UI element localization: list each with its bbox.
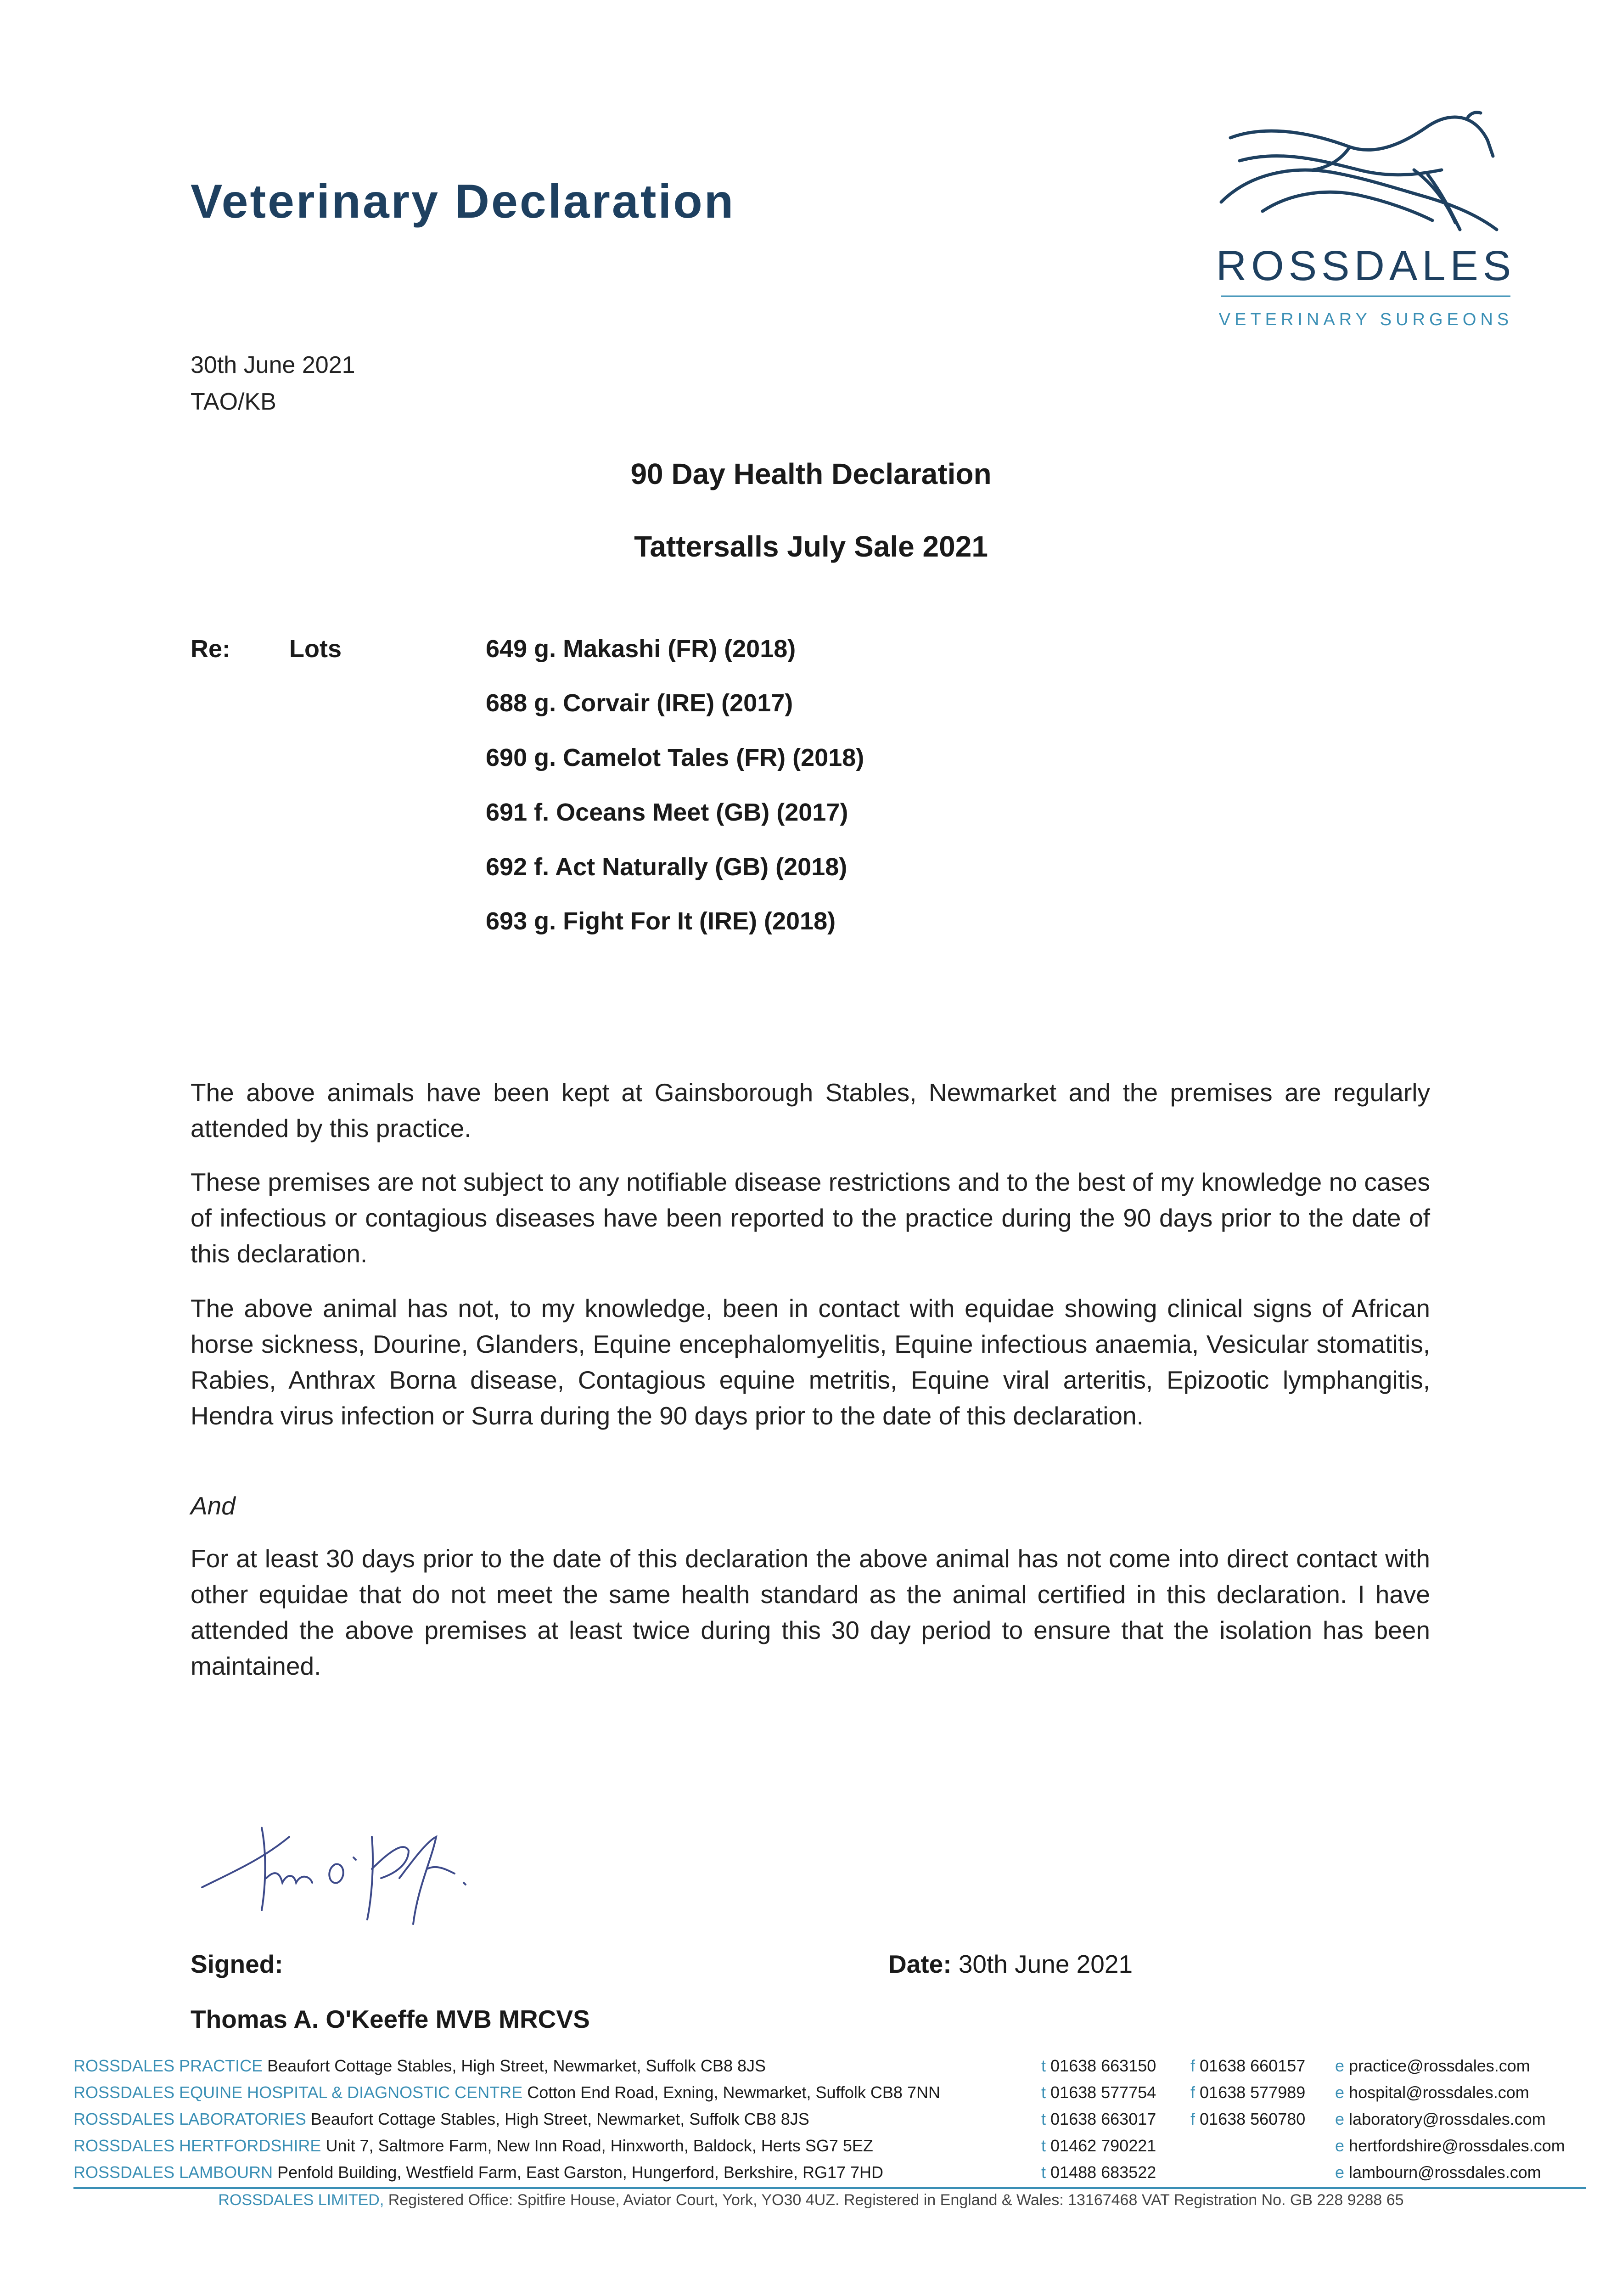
lots-label: Lots [289, 635, 342, 663]
date-label: Date: [888, 1950, 952, 1978]
lot-item: 688 g. Corvair (IRE) (2017) [486, 689, 793, 717]
footer-tel: t 01462 790221 [1041, 2136, 1156, 2155]
letter-date: 30th June 2021 [191, 352, 355, 378]
lot-item: 693 g. Fight For It (IRE) (2018) [486, 907, 836, 935]
footer-address-row: ROSSDALES PRACTICE Beaufort Cottage Stables, High Street, Newmarket, Suffolk CB8 8JS [73, 2056, 766, 2075]
footer-address-row: ROSSDALES LABORATORIES Beaufort Cottage Stables, High Street, Newmarket, Suffolk CB8 8JS [73, 2110, 809, 2128]
footer-tel: t 01638 663017 [1041, 2110, 1156, 2128]
footer-legal: ROSSDALES LIMITED, Registered Office: Spitfire House, Aviator Court, York, YO30 4UZ. Registered in England & Wales: 13167468 VAT Registration No. GB 228 9288 65 [218, 2191, 1404, 2209]
signatory-name: Thomas A. O'Keeffe MVB MRCVS [191, 2005, 590, 2033]
footer-fax: f 01638 560780 [1190, 2110, 1306, 2128]
footer-email[interactable]: e laboratory@rossdales.com [1335, 2110, 1546, 2128]
footer-fax: f 01638 577989 [1190, 2083, 1306, 2102]
footer-address-row: ROSSDALES LAMBOURN Penfold Building, Westfield Farm, East Garston, Hungerford, Berkshire, RG17 7HD [73, 2163, 884, 2182]
footer-email[interactable]: e lambourn@rossdales.com [1335, 2163, 1541, 2182]
paragraph-restrictions: These premises are not subject to any notifiable disease restrictions and to the best of my knowledge no cases of infectious or contagious diseases have been reported to the practice during the 90 days prior to the date of this declaration. [191, 1168, 1430, 1268]
page-title: Veterinary Declaration [191, 175, 735, 228]
lot-item: 692 f. Act Naturally (GB) (2018) [486, 853, 847, 881]
signed-label: Signed: [191, 1950, 283, 1978]
handwritten-signature [197, 1809, 473, 1929]
footer-email[interactable]: e hertfordshire@rossdales.com [1335, 2136, 1565, 2155]
footer-tel: t 01638 663150 [1041, 2056, 1156, 2075]
heading-health-declaration: 90 Day Health Declaration [630, 457, 992, 490]
footer-tel: t 01638 577754 [1041, 2083, 1156, 2102]
rossdales-logo [1212, 106, 1524, 340]
lot-item: 690 g. Camelot Tales (FR) (2018) [486, 744, 864, 771]
letter-reference: TAO/KB [191, 388, 276, 415]
footer-divider [73, 2187, 1586, 2189]
footer-email[interactable]: e practice@rossdales.com [1335, 2056, 1530, 2075]
paragraph-diseases: The above animal has not, to my knowledge, been in contact with equidae showing clinical signs of African horse sickness, Dourine, Glanders, Equine encephalomyelitis, Equine infectious anaemia, Vesicular stomatitis, Rabies, Anthrax Borna disease, Contagious equine metritis, Equine viral arteritis, Epizootic lymphangitis, Hendra virus infection or Surra during the 90 days prior to the date of this declaration. [191, 1294, 1430, 1430]
logo-tagline: VETERINARY SURGEONS [1218, 310, 1513, 329]
lot-item: 649 g. Makashi (FR) (2018) [486, 635, 796, 663]
logo-name: ROSSDALES [1216, 242, 1516, 289]
footer-email[interactable]: e hospital@rossdales.com [1335, 2083, 1529, 2102]
paragraph-premises: The above animals have been kept at Gainsborough Stables, Newmarket and the premises are regularly attended by this practice. [191, 1078, 1430, 1142]
footer-address-row: ROSSDALES HERTFORDSHIRE Unit 7, Saltmore Farm, New Inn Road, Hinxworth, Baldock, Herts SG7 5EZ [73, 2136, 873, 2155]
footer-tel: t 01488 683522 [1041, 2163, 1156, 2182]
heading-sale: Tattersalls July Sale 2021 [634, 530, 988, 563]
date-value: 30th June 2021 [958, 1950, 1133, 1978]
footer-fax: f 01638 660157 [1190, 2056, 1306, 2075]
horse-logo-icon [1212, 106, 1524, 340]
footer-address-row: ROSSDALES EQUINE HOSPITAL & DIAGNOSTIC CENTRE Cotton End Road, Exning, Newmarket, Suffolk CB8 7NN [73, 2083, 940, 2102]
paragraph-and: And [191, 1491, 236, 1520]
lot-item: 691 f. Oceans Meet (GB) (2017) [486, 799, 848, 826]
paragraph-isolation: For at least 30 days prior to the date of this declaration the above animal has not come into direct contact with other equidae that do not meet the same health standard as the animal certified in this declaration. I have attended the above premises at least twice during this 30 day period to ensure that the isolation has been maintained. [191, 1544, 1430, 1680]
signature-date [888, 1949, 1133, 1979]
re-label: Re: [191, 635, 231, 663]
